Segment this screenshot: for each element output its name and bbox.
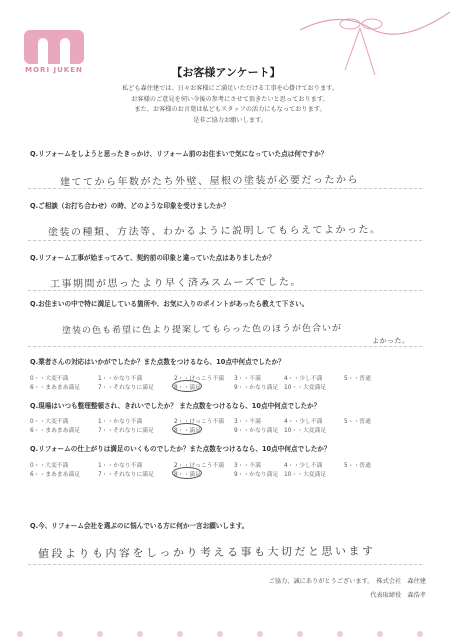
selected-circle <box>172 423 202 435</box>
representative: 代表取締役 森浩孝 <box>370 592 426 599</box>
scale-option: 8・・満足 <box>174 385 201 391</box>
final-answer: 値段よりも内容をしっかり考える事も大切だと思います <box>37 544 376 561</box>
answer-line <box>28 188 422 189</box>
intro-line: お客様のご意見を伺い今後の参考にさせて頂きたいと思っております。 <box>131 95 329 103</box>
scale-option: 2・・けっこう不満 <box>174 463 225 469</box>
answer-3: 工事期間が思ったより早く済みスムーズでした。 <box>49 276 303 291</box>
question-3: Q.リフォーム工事が始まってみて、契約前の印象と違っていた点はありましたか？ <box>30 254 276 262</box>
ribbon-decoration <box>300 0 450 80</box>
page-title: 【お客様アンケート】 <box>171 66 281 79</box>
scale-option: 2・・けっこう不満 <box>174 419 225 425</box>
company-logo <box>18 30 90 76</box>
scale-option: 10・・大変満足 <box>284 385 327 391</box>
closing-thanks: ご協力、誠にありがとうございます。 株式会社 森住建 <box>268 578 426 585</box>
answer-1: 建ててから年数がたち外壁、屋根の塗装が必要だったから <box>59 174 360 189</box>
question-4: Q.お住まいの中で特に満足している箇所や、お気に入りのポイントがあったら教えて下さい。 <box>30 300 309 308</box>
scale-option: 9・・かなり満足 <box>234 385 279 391</box>
answer-line <box>28 290 422 291</box>
answer-line <box>28 346 422 347</box>
answer-4: 塗装の色も希望に色より提案してもらった色のほうが色合いが <box>61 323 343 337</box>
scale-option: 4・・少し不満 <box>284 376 323 382</box>
answer-2: 塗装の種類、方法等、わかるように説明してもらえてよかった。 <box>47 224 382 239</box>
scale-option: 8・・満足 <box>174 428 201 434</box>
scale-option: 4・・少し不満 <box>284 463 323 469</box>
scale-option: 10・・大変満足 <box>284 428 327 434</box>
final-question: Q.今、リフォーム会社を選ぶのに悩んでいる方に何か一言お願いします。 <box>30 522 249 530</box>
scale-option: 5・・普通 <box>344 419 371 425</box>
scale-option: 3・・不満 <box>234 376 261 382</box>
scale-option: 7・・それなりに満足 <box>98 385 154 391</box>
answer-line <box>28 564 422 565</box>
scale-option: 9・・かなり満足 <box>234 428 279 434</box>
answer-line <box>28 240 422 241</box>
scale-option: 0・・大変不満 <box>30 376 69 382</box>
scale-option: 7・・それなりに満足 <box>98 428 154 434</box>
rating-question-1: Q.業者さんの対応はいかがでしたか？また点数をつけるなら、10点中何点でしたか？ <box>30 358 285 366</box>
scale-option: 6・・まあまあ満足 <box>30 472 81 478</box>
scale-option: 0・・大変不満 <box>30 463 69 469</box>
intro-line: 是非ご協力お願いします。 <box>193 116 267 124</box>
logo-mark <box>24 30 84 64</box>
scale-option: 8・・満足 <box>174 472 201 478</box>
footer-heart-pattern <box>0 626 452 640</box>
logo-text: MORI JUKEN <box>25 66 83 74</box>
scale-option: 10・・大変満足 <box>284 472 327 478</box>
scale-option: 6・・まあまあ満足 <box>30 428 81 434</box>
scale-option: 0・・大変不満 <box>30 419 69 425</box>
rating-question-2: Q.現場はいつも整理整頓され、きれいでしたか？ また点数をつけるなら、10点中何点でしたか？ <box>30 402 321 410</box>
scale-option: 9・・かなり満足 <box>234 472 279 478</box>
rating-question-3: Q.リフォームの仕上がりは満足のいくものでしたか？また点数をつけるなら、10点中何点でしたか？ <box>30 445 331 453</box>
scale-option: 1・・かなり不満 <box>98 419 143 425</box>
scale-option: 5・・普通 <box>344 376 371 382</box>
scale-option: 4・・少し不満 <box>284 419 323 425</box>
intro-line: 私ども森住建では、日々お客様にご満足いただける工事を心掛けております。 <box>121 85 339 92</box>
question-2: Q.ご相談（お打ち合わせ）の時、どのような印象を受けましたか？ <box>30 202 230 210</box>
intro-line: また、お客様のお言葉は私どもスタッフの活力にもなっております。 <box>134 106 326 113</box>
scale-option: 2・・けっこう不満 <box>174 376 225 382</box>
question-1: Q.リフォームをしようと思ったきっかけ、リフォーム前のお住まいで気になっていた点は何ですか？ <box>30 150 328 158</box>
selected-circle <box>172 380 202 392</box>
selected-circle <box>172 467 202 479</box>
scale-option: 5・・普通 <box>344 463 371 469</box>
scale-option: 1・・かなり不満 <box>98 463 143 469</box>
scale-option: 6・・まあまあ満足 <box>30 385 81 391</box>
scale-option: 1・・かなり不満 <box>98 376 143 382</box>
scale-option: 3・・不満 <box>234 419 261 425</box>
scale-option: 3・・不満 <box>234 463 261 469</box>
scale-option: 7・・それなりに満足 <box>98 472 154 478</box>
intro-text <box>80 84 380 126</box>
answer-4-cont: よかった。 <box>371 336 410 346</box>
